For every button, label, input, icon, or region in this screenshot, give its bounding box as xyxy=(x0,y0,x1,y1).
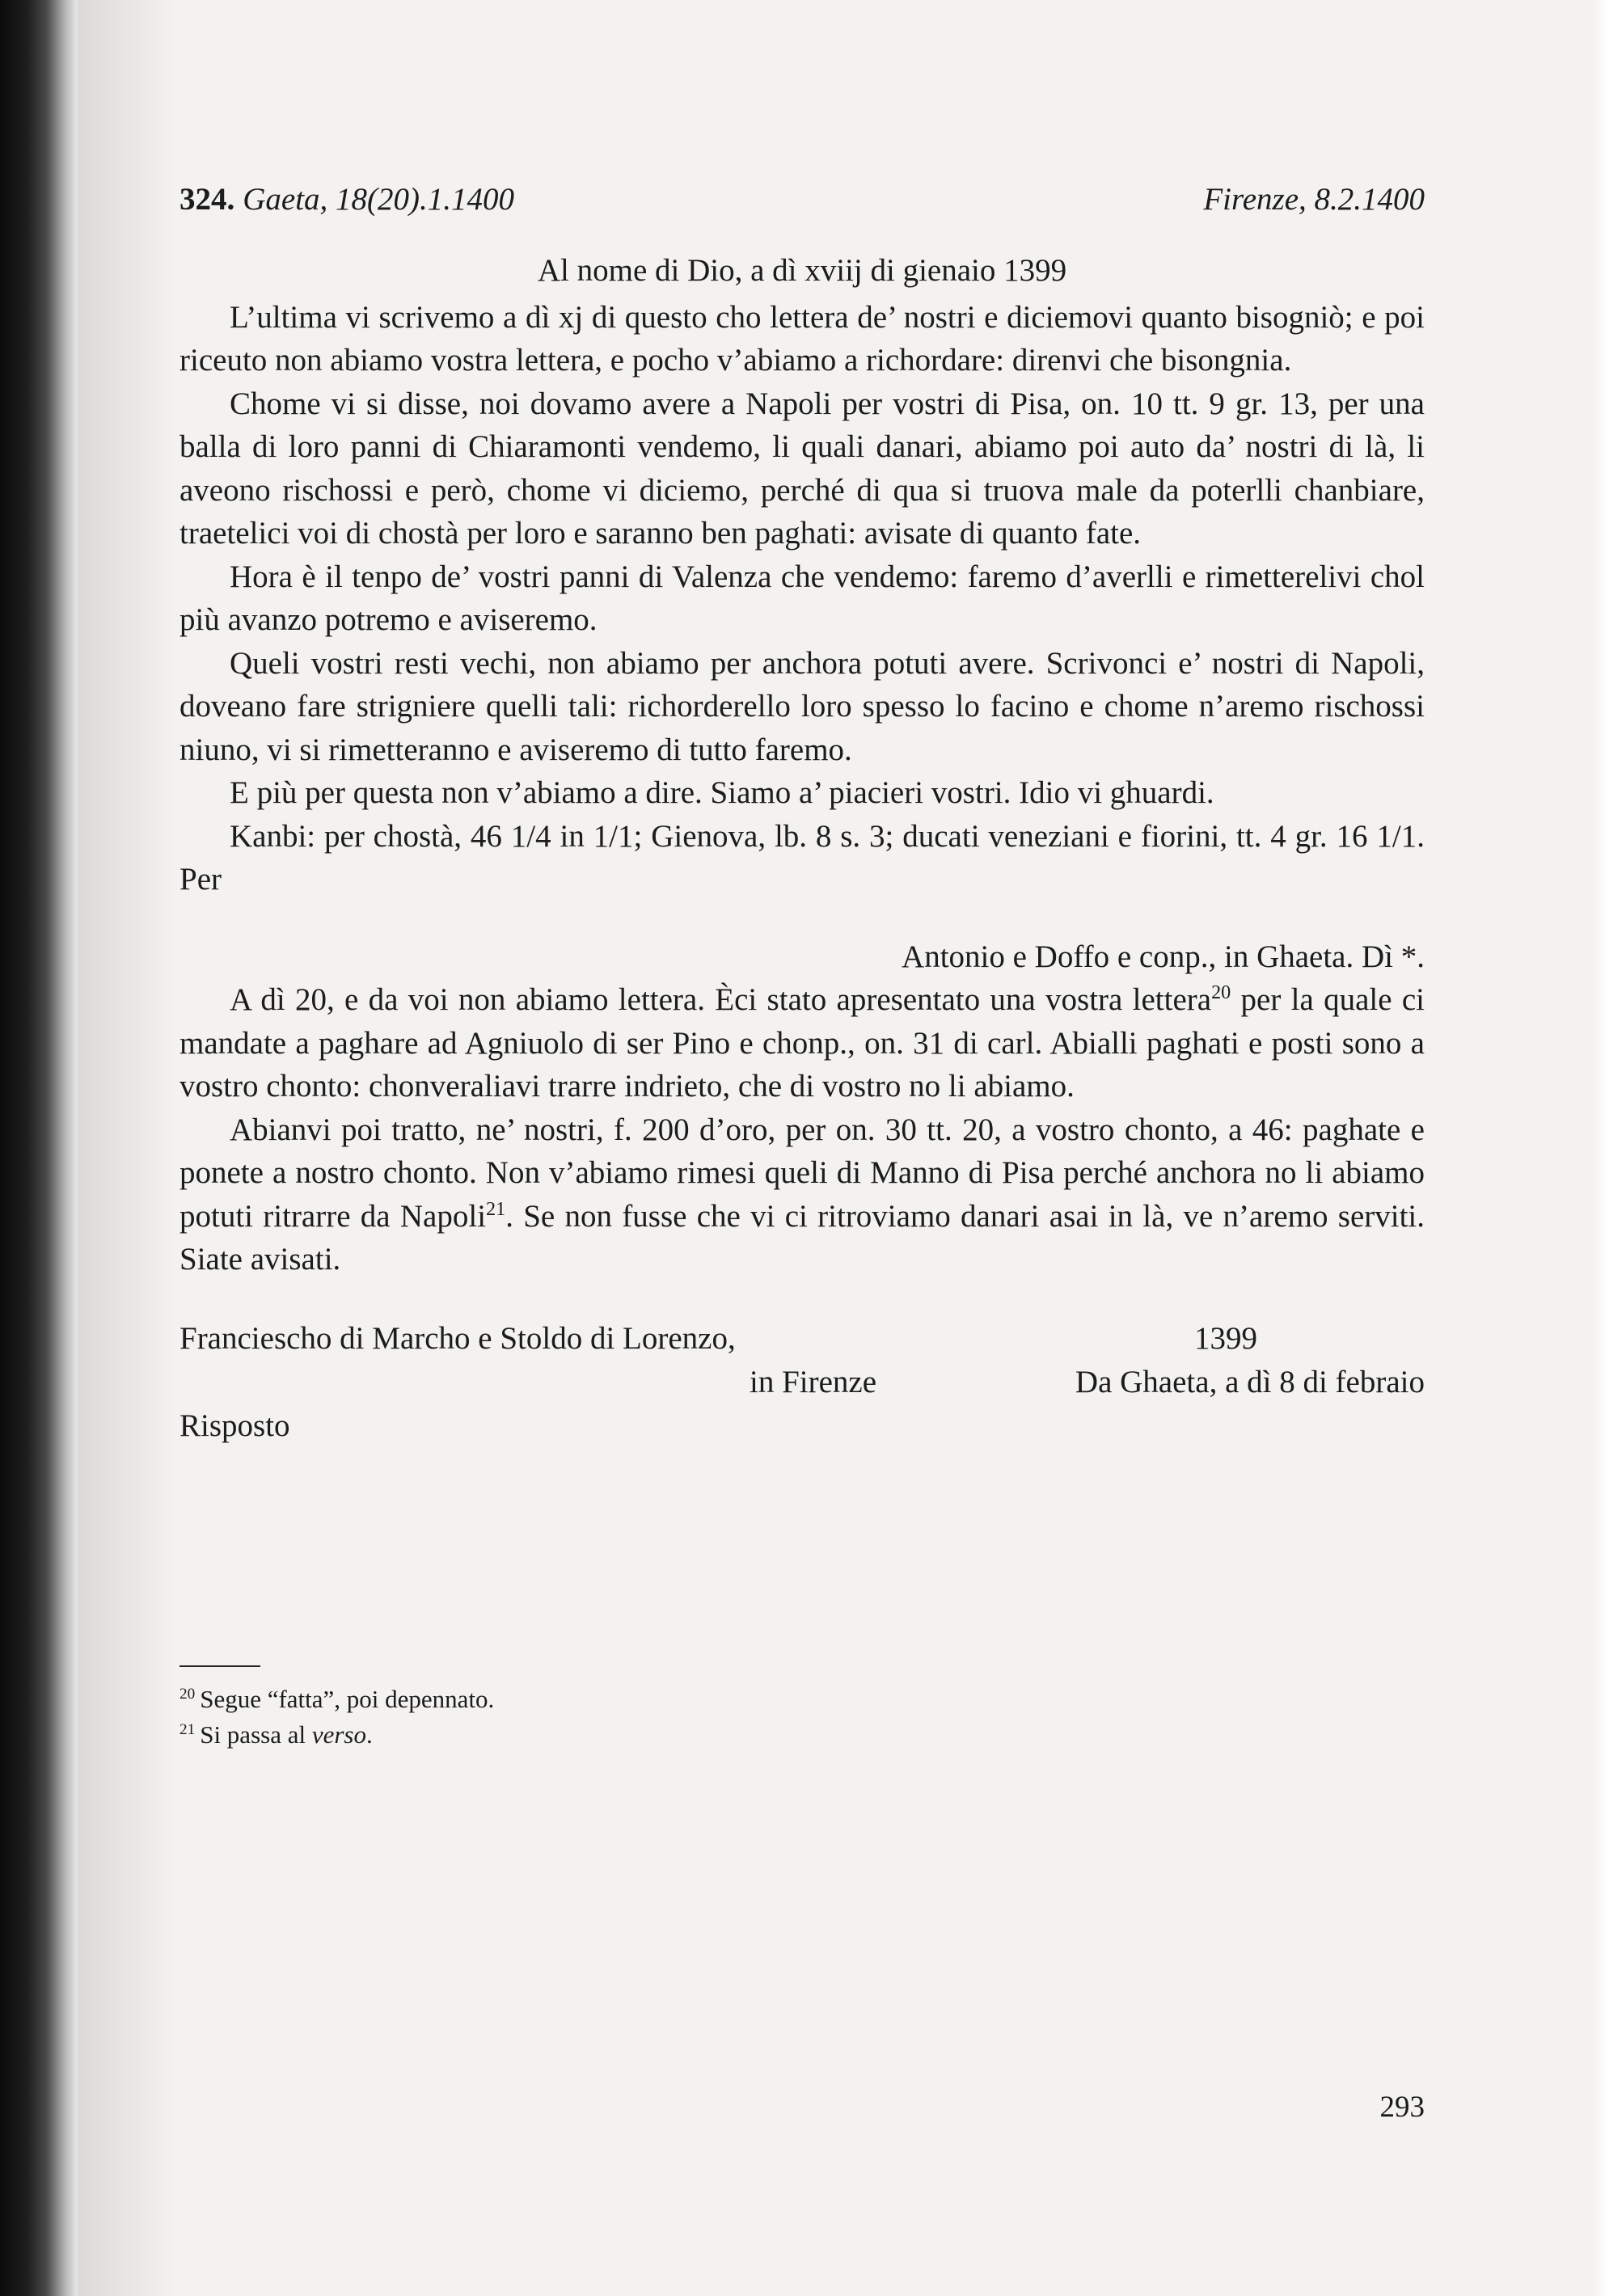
risposto-note: Risposto xyxy=(179,1408,290,1443)
page-fold-shadow xyxy=(78,0,175,2296)
postscript-text: . Se non fusse che vi ci ritroviamo danari asai in là, ve n’aremo serviti. Siate avisati. xyxy=(179,1198,1425,1277)
letter-number: 324. xyxy=(179,182,235,217)
postscript-paragraph xyxy=(179,1108,1425,1281)
letter-place-date: Gaeta, 18(20).1.1400 xyxy=(243,182,515,217)
letter-salutation: Al nome di Dio, a dì xviij di gienaio 1399 xyxy=(537,253,1067,288)
address-recipient: Franciescho di Marcho e Stoldo di Lorenzo, xyxy=(179,1320,736,1356)
footnote-text: . xyxy=(365,1720,373,1749)
footnote xyxy=(179,1682,1425,1717)
paragraph: Hora è il tenpo de’ vostri panni di Valenza che vendemo: faremo d’averlli e rimetterelivi chol più avanzo potremo e aviseremo. xyxy=(179,559,1425,637)
footnote-text: Segue “fatta”, poi depennato. xyxy=(200,1685,495,1713)
letter-meta xyxy=(179,178,514,222)
footnote-divider xyxy=(179,1665,260,1667)
page-edge xyxy=(1591,0,1609,2296)
paragraph: Queli vostri resti vechi, non abiamo per anchora potuti avere. Scrivonci e’ nostri di Napoli, doveano fare strigniere quelli tali: richorderello loro spesso lo facino e chome n’aremo rischossi niuno, vi si rimetteranno e aviseremo di tutto faremo. xyxy=(179,645,1425,767)
footnote-text: Si passa al xyxy=(200,1720,312,1749)
footnotes xyxy=(179,1682,1425,1753)
address-block xyxy=(179,1317,1425,1404)
paragraph: Kanbi: per chostà, 46 1/4 in 1/1; Gienova, lb. 8 s. 3; ducati veneziani e fiorini, tt. 4 gr. 16 1/1. Per xyxy=(179,818,1425,897)
book-binding-shadow xyxy=(0,0,78,2296)
footnote-ref: 20 xyxy=(1211,981,1231,1003)
footnote-text-italic: verso xyxy=(311,1720,366,1749)
paragraph: Chome vi si disse, noi dovamo avere a Napoli per vostri di Pisa, on. 10 tt. 9 gr. 13, per una balla di loro panni di Chiaramonti vendemo, li quali danari, abiamo poi auto da’ nostri di là, li aveono rischossi e però, chome vi diciemo, perché di qua si truova male da poterlli chanbiare, traetelici voi di chostà per loro e saranno ben paghati: avisate di quanto fate. xyxy=(179,386,1425,551)
footnote-number: 20 xyxy=(179,1685,196,1703)
letter-header xyxy=(179,178,1425,226)
sent-place-date: Da Ghaeta, a dì 8 di febraio xyxy=(1075,1364,1425,1399)
letter-page xyxy=(179,178,1425,1753)
address-city: in Firenze xyxy=(750,1364,877,1399)
postscript-paragraph xyxy=(179,978,1425,1108)
postscript-text: A dì 20, e da voi non abiamo lettera. Èci stato apresentato una vostra lettera xyxy=(230,982,1212,1017)
letter-signature: Antonio e Doffo e conp., in Ghaeta. Dì *. xyxy=(902,939,1425,974)
paragraph: L’ultima vi scrivemo a dì xj di questo cho lettera de’ nostri e diciemovi quanto bisogniò; e poi riceuto non abiamo vostra lettera, e pocho v’abiamo a richordare: direnvi che bisongnia. xyxy=(179,299,1425,378)
footnote xyxy=(179,1717,1425,1753)
postscript-text: per la quale ci mandate a paghare ad Agniuolo di ser Pino e chonp., on. 31 di carl. Abialli paghati e posti sono a vostro chonto: chonveraliavi trarre indrieto, che di vostro no li abiamo. xyxy=(179,982,1425,1104)
footnote-ref: 21 xyxy=(486,1197,506,1220)
postscript-text: Abianvi poi tratto, ne’ nostri, f. 200 d’oro, per on. 30 tt. 20, a vostro chonto, a 46: paghate e ponete a nostro chonto. Non v’abiamo rimesi queli di Manno di Pisa perché anchora no li abiamo potuti ritrarre da Napoli xyxy=(179,1112,1425,1234)
footnote-number: 21 xyxy=(179,1720,196,1738)
paragraph: E più per questa non v’abiamo a dire. Siamo a’ piacieri vostri. Idio vi ghuardi. xyxy=(230,775,1214,810)
sent-year: 1399 xyxy=(1194,1320,1257,1356)
letter-received: Firenze, 8.2.1400 xyxy=(1203,182,1425,217)
page-number: 293 xyxy=(1379,2091,1425,2124)
